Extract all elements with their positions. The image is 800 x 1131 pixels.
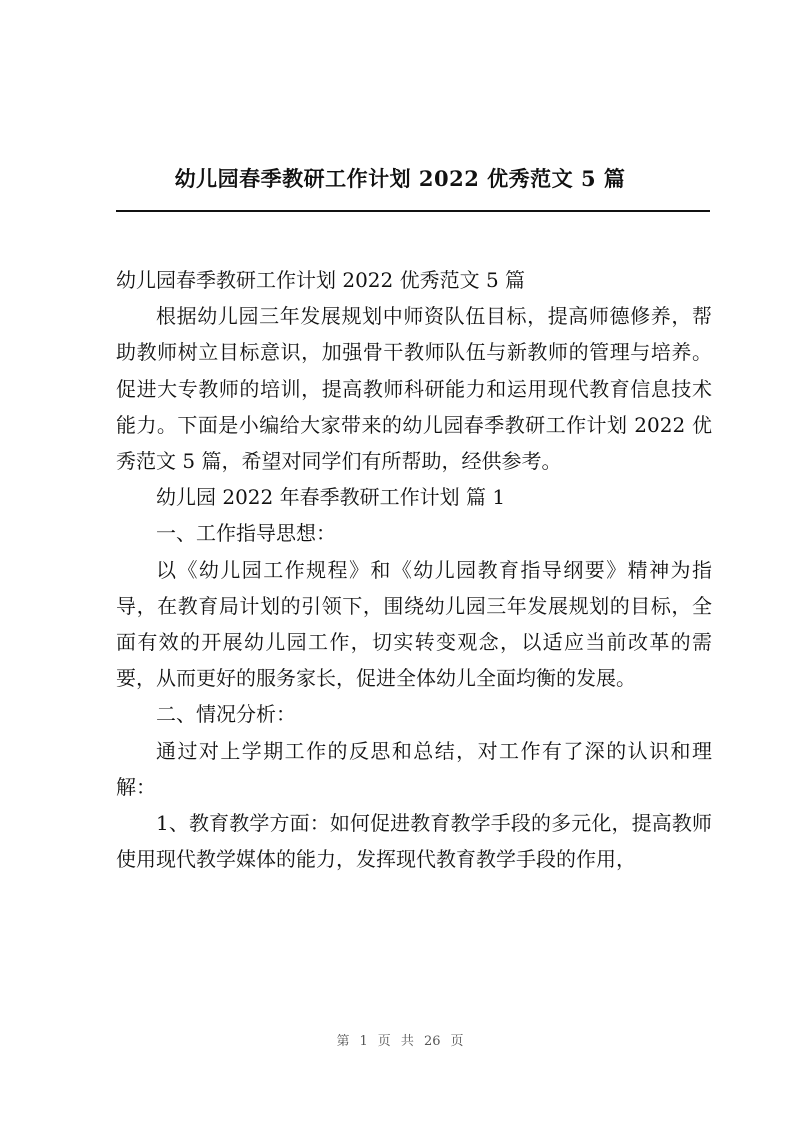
teaching-paragraph: 1、教育教学方面：如何促进教育教学手段的多元化，提高教师使用现代教学媒体的能力，发挥现代教育教学手段的作用， [116, 811, 712, 872]
footer-total-pages: 26 [423, 1034, 441, 1049]
document-body [116, 262, 712, 877]
body-title-line: 幼儿园春季教研工作计划 2022 优秀范文 5 篇 [116, 268, 526, 292]
document-title: 幼儿园春季教研工作计划 2022 优秀范文 5 篇 [174, 166, 626, 191]
subheading-guiding-thought: 一、工作指导思想： [156, 521, 336, 546]
page-footer [0, 1030, 800, 1049]
intro-paragraph: 根据幼儿园三年发展规划中师资队伍目标，提高师德修养，帮助教师树立目标意识，加强骨干教师队伍与新教师的管理与培养。促进大专教师的培训，提高教师科研能力和运用现代教育信息技术能力。下面是小编给大家带来的幼儿园春季教研工作计划 2022 优秀范文 5 篇，希望对同学们有所帮助，经供参考。 [116, 304, 712, 474]
title-underline [116, 210, 710, 212]
footer-page-number: 1 [359, 1034, 368, 1049]
subheading-situation-analysis: 二、情况分析： [156, 702, 296, 727]
footer-middle: 页 共 [377, 1034, 414, 1049]
analysis-paragraph: 通过对上学期工作的反思和总结，对工作有了深的认识和理解： [116, 738, 712, 799]
section-heading: 幼儿园 2022 年春季教研工作计划 篇 1 [156, 485, 506, 510]
guiding-thought-paragraph: 以《幼儿园工作规程》和《幼儿园教育指导纲要》精神为指导，在教育局计划的引领下，围绕幼儿园三年发展规划的目标，全面有效的开展幼儿园工作，切实转变观念，以适应当前改革的需要，从而更好的服务家长，促进全体幼儿全面均衡的发展。 [116, 557, 712, 691]
footer-prefix: 第 [336, 1034, 350, 1049]
footer-suffix: 页 [450, 1034, 464, 1049]
